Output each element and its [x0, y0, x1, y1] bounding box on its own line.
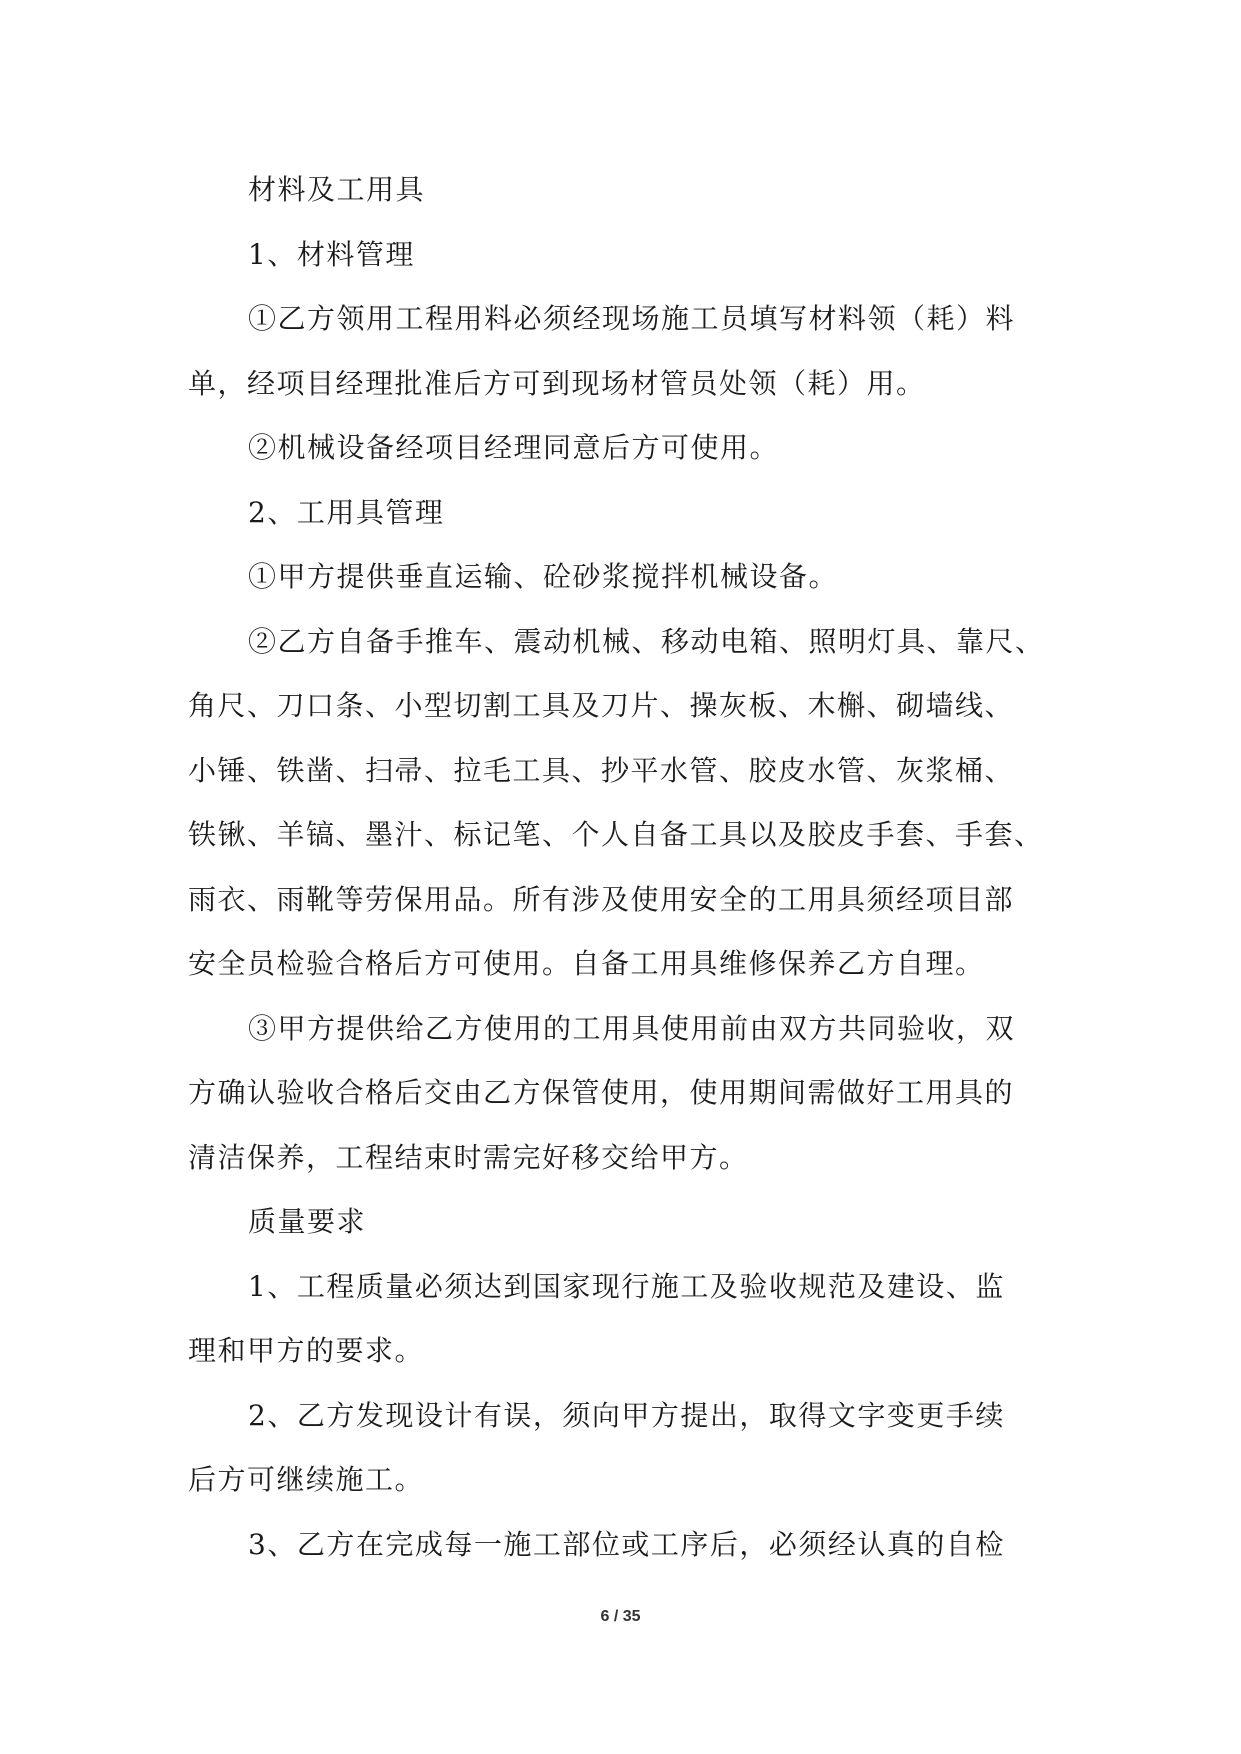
- paragraph-line: 雨衣、雨靴等劳保用品。所有涉及使用安全的工用具须经项目部: [188, 882, 1015, 916]
- paragraph-line: 小锤、铁凿、扫帚、拉毛工具、抄平水管、胶皮水管、灰浆桶、: [188, 753, 1015, 787]
- paragraph-line: 清洁保养，工程结束时需完好移交给甲方。: [188, 1140, 749, 1174]
- paragraph-line: 铁锹、羊镐、墨汁、标记笔、个人自备工具以及胶皮手套、手套、: [188, 818, 1044, 851]
- paragraph-line: ①乙方领用工程用料必须经现场施工员填写材料领（耗）料: [248, 302, 1016, 335]
- subheading-material-management: 1、材料管理: [248, 237, 415, 271]
- paragraph-line: 安全员检验合格后方可使用。自备工用具维修保养乙方自理。: [188, 947, 985, 980]
- paragraph-line: ②机械设备经项目经理同意后方可使用。: [248, 431, 780, 464]
- paragraph-line: ③甲方提供给乙方使用的工用具使用前由双方共同验收，双: [248, 1011, 1016, 1045]
- paragraph-line: ②乙方自备手推车、震动机械、移动电箱、照明灯具、靠尺、: [248, 624, 1045, 658]
- subheading-tool-management: 2、工用具管理: [248, 495, 445, 529]
- paragraph-line: 1、工程质量必须达到国家现行施工及验收规范及建设、监: [248, 1269, 1005, 1303]
- paragraph-line: 2、乙方发现设计有误，须向甲方提出，取得文字变更手续: [248, 1398, 1005, 1432]
- paragraph-line: ①甲方提供垂直运输、砼砂浆搅拌机械设备。: [248, 560, 839, 593]
- section-heading-quality: 质量要求: [248, 1205, 367, 1238]
- document-body: [188, 158, 1058, 1577]
- section-heading-materials-tools: 材料及工用具: [248, 173, 426, 206]
- page-number: 6 / 35: [600, 1608, 641, 1625]
- paragraph-line: 后方可继续施工。: [188, 1463, 425, 1496]
- paragraph-line: 单，经项目经理批准后方可到现场材管员处领（耗）用。: [188, 366, 926, 400]
- paragraph-line: 方确认验收合格后交由乙方保管使用，使用期间需做好工用具的: [188, 1076, 1015, 1109]
- paragraph-line: 理和甲方的要求。: [188, 1334, 425, 1367]
- paragraph-line: 3、乙方在完成每一施工部位或工序后，必须经认真的自检: [248, 1527, 1005, 1561]
- paragraph-line: 角尺、刀口条、小型切割工具及刀片、操灰板、木槲、砌墙线、: [188, 689, 1015, 722]
